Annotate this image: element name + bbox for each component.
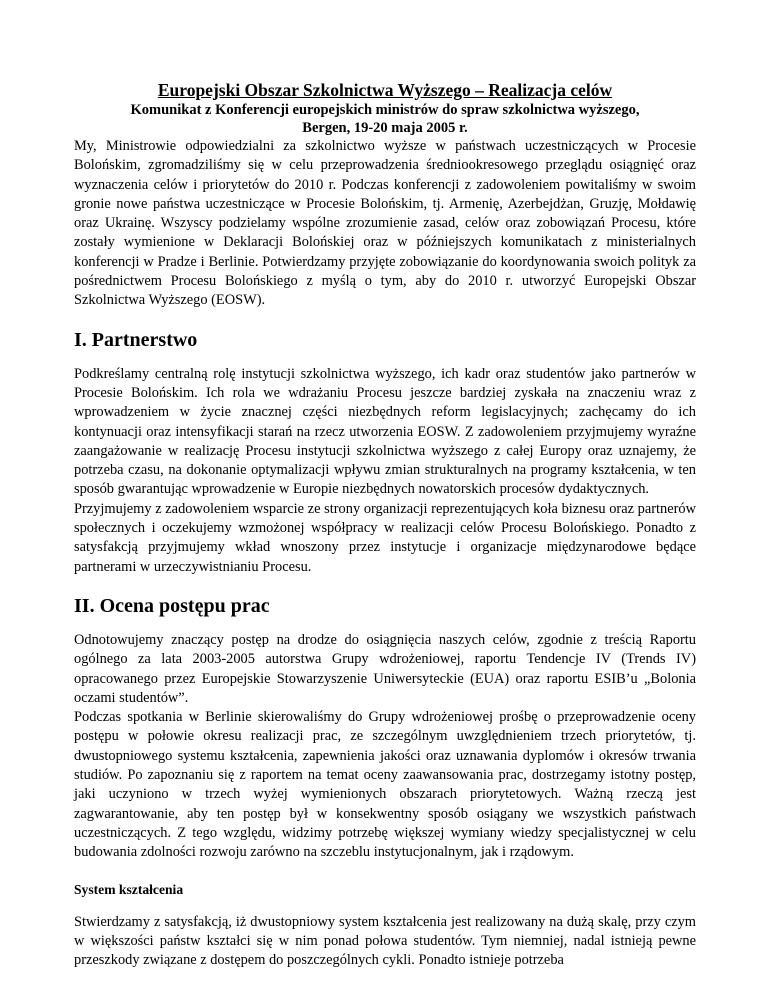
subtitle-line-2: Bergen, 19-20 maja 2005 r. (302, 120, 468, 136)
document-title: Europejski Obszar Szkolnictwa Wyższego – Realizacja celów (157, 80, 613, 100)
progress-paragraph-1: Odnotowujemy znaczący postęp na drodze do osiągnięcia naszych celów, zgodnie z treścią Raportu ogólnego za lata 2003-2005 autorstwa Grupy wdrożeniowej, raportu Tendencje IV (Trends IV) opracowanego przez Europejskie Stowarzyszenie Uniwersyteckie (EUA) oraz raportu ESIB’u „Bolonia oczami studentów”. (74, 631, 696, 706)
progress-paragraph-2: Podczas spotkania w Berlinie skierowaliśmy do Grupy wdrożeniowej prośbę o przeprowadzenie oceny postępu w połowie okresu realizacji prac, ze szczególnym uwzględnieniem trzech priorytetów, tj. dwustopniowego systemu kształcenia, zapewnienia jakości oraz uznawania dyplomów i okresów trwania studiów. Po zapoznaniu się z raportem na temat oceny zaawansowania prac, dostrzegamy istotny postęp, jaki uczyniono w trzech wyżej wymienionych obszarach priorytetowych. Ważną rzeczą jest zagwarantowanie, aby ten postęp był w konsekwentny sposób osiągany we wszystkich państwach uczestniczących. Z tego względu, widzimy potrzebę większej wymiany wiedzy specjalistycznej w celu budowania zdolności rozwoju zarówno na szczeblu instytucjonalnym, jak i rządowym. (74, 709, 696, 861)
subtitle-line-1: Komunikat z Konferencji europejskich ministrów do spraw szkolnictwa wyższego, (130, 102, 640, 118)
document-subtitle (74, 101, 696, 137)
partnership-paragraph-2: Przyjmujemy z zadowoleniem wsparcie ze strony organizacji reprezentujących koła biznesu oraz partnerów społecznych i oczekujemy wzmożonej współpracy w realizacji celów Procesu Bolońskiego. Ponadto z satysfakcją przyjmujemy wkład wnoszony przez instytucje i organizacje międzynarodowe będące partnerami w urzeczywistnianiu Procesu. (74, 500, 696, 575)
document-page (74, 80, 696, 970)
degree-system-paragraph: Stwierdzamy z satysfakcją, iż dwustopniowy system kształcenia jest realizowany na dużą skalę, przy czym w większości państw kształci się w nim ponad połowa studentów. Tym niemniej, nadal istnieją pewne przeszkody związane z dostępem do poszczególnych cykli. Ponadto istnieje potrzeba (74, 913, 696, 969)
partnership-paragraph-1: Podkreślamy centralną rolę instytucji szkolnictwa wyższego, ich kadr oraz studentów jako partnerów w Procesie Bolońskim. Ich rola we wdrażaniu Procesu jeszcze bardziej zyskała na znaczeniu wraz z wprowadzeniem w życie znacznej części niezbędnych reform legislacyjnych; zachęcamy do ich kontynuacji oraz intensyfikacji starań na rzecz utworzenia EOSW. Z zadowoleniem przyjmujemy wyraźne zaangażowanie w realizację Procesu instytucji szkolnictwa wyższego z całej Europy oraz uznajemy, że potrzeba czasu, na dokonanie optymalizacji wpływu zmian strukturalnych na programy kształcenia, w ten sposób gwarantując wprowadzenie w Europie niezbędnych nowatorskich procesów dydaktycznych. (74, 365, 696, 498)
section-heading-partnership: I. Partnerstwo (74, 328, 198, 351)
subsection-heading-degree-system: System kształcenia (74, 881, 184, 897)
intro-paragraph: My, Ministrowie odpowiedzialni za szkolnictwo wyższe w państwach uczestniczących w Procesie Bolońskim, zgromadziliśmy się w celu przeprowadzenia średniookresowego przeglądu osiągnięć oraz wyznaczenia celów i priorytetów do 2010 r. Podczas konferencji z zadowoleniem powitaliśmy w swoim gronie nowe państwa uczestniczące w Procesie Bolońskim, tj. Armenię, Azerbejdżan, Gruzję, Mołdawię oraz Ukrainę. Wszyscy podzielamy wspólne zrozumienie zasad, celów oraz zobowiązań Procesu, które zostały wymienione w Deklaracji Bolońskiej oraz w późniejszych komunikatach z ministerialnych konferencji w Pradze i Berlinie. Potwierdzamy przyjęte zobowiązanie do koordynowania swoich polityk za pośrednictwem Procesu Bolońskiego z myślą o tym, aby do 2010 r. utworzyć Europejski Obszar Szkolnictwa Wyższego (EOSW). (74, 138, 696, 309)
section-heading-progress: II. Ocena postępu prac (74, 594, 270, 617)
